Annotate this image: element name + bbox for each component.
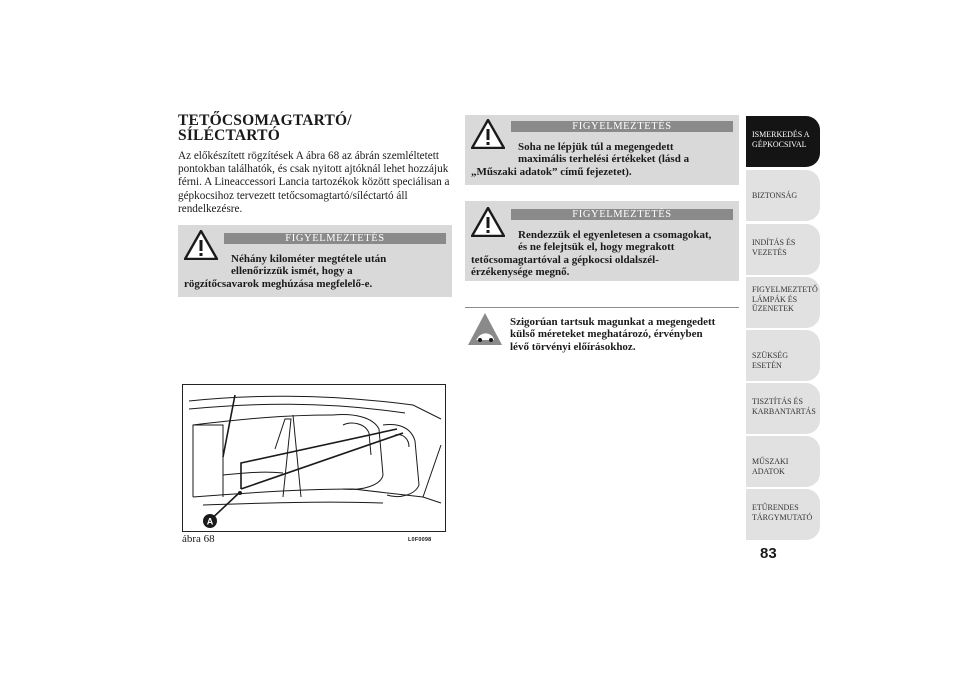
tab-label: FIGYELMEZTETŐ LÁMPÁK ÉS ÜZENETEK: [752, 285, 818, 313]
intro-paragraph: Az előkészített rögzítések A ábra 68 az ábrán szemléltetett pontokban találhatók, és csak nyitott ajtóknál lehet hozzájuk férni. A Lineaccessori Lancia tartozékok között speciálisan a gépkocsihoz tervezett tetőcsomagtartó/síléctartó áll rendelkezésre.: [178, 150, 450, 215]
tab-muszaki[interactable]: [746, 436, 820, 487]
figure-car-roof-mount: [182, 384, 446, 532]
tab-label: TISZTÍTÁS ÉS KARBANTARTÁS: [752, 397, 816, 416]
tab-label: ISMERKEDÉS A GÉPKOCSIVAL: [752, 130, 810, 149]
tab-label: MŰSZAKI ADATOK: [752, 457, 789, 476]
car-interior-illustration: [183, 385, 445, 531]
warning-text: Soha ne lépjük túl a megengedett maximális terhelési értékeket (lásd a „Műszaki adatok” című fejezetet).: [471, 141, 690, 178]
tab-figyelmezteto[interactable]: [746, 277, 820, 328]
warning-heading: FIGYELMEZTETÉS: [224, 233, 446, 244]
environment-note: Szigorúan tartsuk magunkat a megengedett külső méreteket meghatározó, érvényben lévő törvényi előírásokhoz.: [510, 316, 716, 353]
tab-tisztitas[interactable]: [746, 383, 820, 434]
tab-inditas[interactable]: [746, 224, 820, 275]
warning-box-2: [465, 115, 739, 185]
warning-heading: FIGYELMEZTETÉS: [511, 209, 733, 220]
tab-biztonsag[interactable]: [746, 170, 820, 221]
tab-label: INDÍTÁS ÉS VEZETÉS: [752, 238, 796, 257]
tab-szukseg[interactable]: [746, 330, 820, 381]
environment-triangle-icon: [466, 311, 504, 347]
tab-label: ETŰRENDES TÁRGYMUTATÓ: [752, 503, 813, 522]
section-title: [178, 113, 438, 143]
tab-targymutato[interactable]: [746, 489, 820, 540]
tab-label: BIZTONSÁG: [752, 191, 798, 200]
warning-box-1: [178, 225, 452, 297]
warning-text: Néhány kilométer megtétele után ellenőrizzük ismét, hogy a rögzítőcsavarok meghúzása megfelelő-e.: [184, 253, 387, 290]
section-title-line1: TETŐCSOMAGTARTÓ/: [178, 112, 352, 129]
tab-ismerkedes[interactable]: [746, 116, 820, 167]
divider: [465, 307, 739, 308]
warning-heading: FIGYELMEZTETÉS: [511, 121, 733, 132]
warning-box-3: [465, 201, 739, 281]
figure-code: L0F0098: [408, 537, 432, 543]
tab-label: SZÜKSÉG ESETÉN: [752, 351, 789, 370]
page-number: 83: [760, 545, 777, 562]
figure-caption: ábra 68: [182, 533, 215, 545]
figure-marker-a: A: [206, 516, 214, 527]
warning-text: Rendezzük el egyenletesen a csomagokat, és ne felejtsük el, hogy megrakott tetőcsomagtartóval a gépkocsi oldalszél- érzékenysége megnő.: [471, 229, 712, 279]
section-title-line2: SÍLÉCTARTÓ: [178, 127, 280, 144]
